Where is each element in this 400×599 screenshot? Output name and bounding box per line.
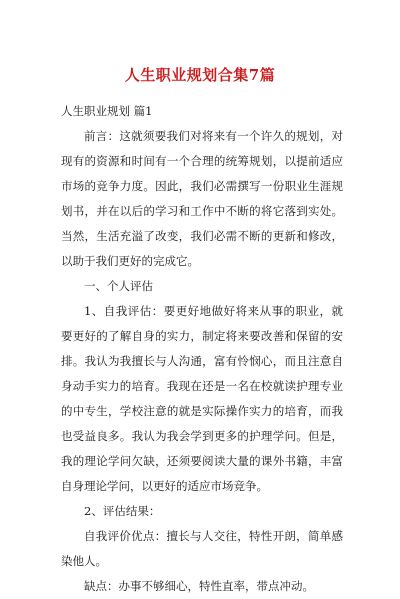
section-heading-personal-assessment: 一、个人评估 xyxy=(84,279,153,293)
intro-paragraph: 前言：这就须要我们对将来有一个许久的规划，对现有的资源和时间有一个合理的统筹规划，以提前适应市场的竞争力度。因此，我们必需撰写一份职业生涯规划书，并在以后的学习和工作中不断的将它落到实处。当然，生活充溢了改变，我们必需不断的更新和修改，以助于我们更好的完成它。 xyxy=(61,129,343,268)
document-body xyxy=(61,124,343,599)
strengths-paragraph: 自我评价优点：擅长与人交往，特性开朗，简单感染他人。 xyxy=(61,529,343,568)
weaknesses-paragraph: 缺点：办事不够细心，特性直率，带点冲动。 xyxy=(84,579,314,593)
self-assessment-paragraph: 1、自我评估：要更好地做好将来从事的职业，就要更好的了解自身的实力，制定将来要改善和保留的安排。我认为我擅长与人沟通，富有怜悯心，而且注意自身动手实力的培育。我现在还是一名在校就读护理专业的中专生，学校注意的就是实际操作实力的培育，而我也受益良多。我认为我会学到更多的护理学问。但是，我的理论学问欠缺，还须要阅读大量的课外书籍，丰富自身理论学问，以更好的适应市场竞争。 xyxy=(61,304,343,493)
document-title: 人生职业规划合集7篇 xyxy=(124,66,276,84)
assessment-result-heading: 2、评估结果： xyxy=(84,504,161,518)
section-subtitle: 人生职业规划 篇1 xyxy=(61,104,153,118)
